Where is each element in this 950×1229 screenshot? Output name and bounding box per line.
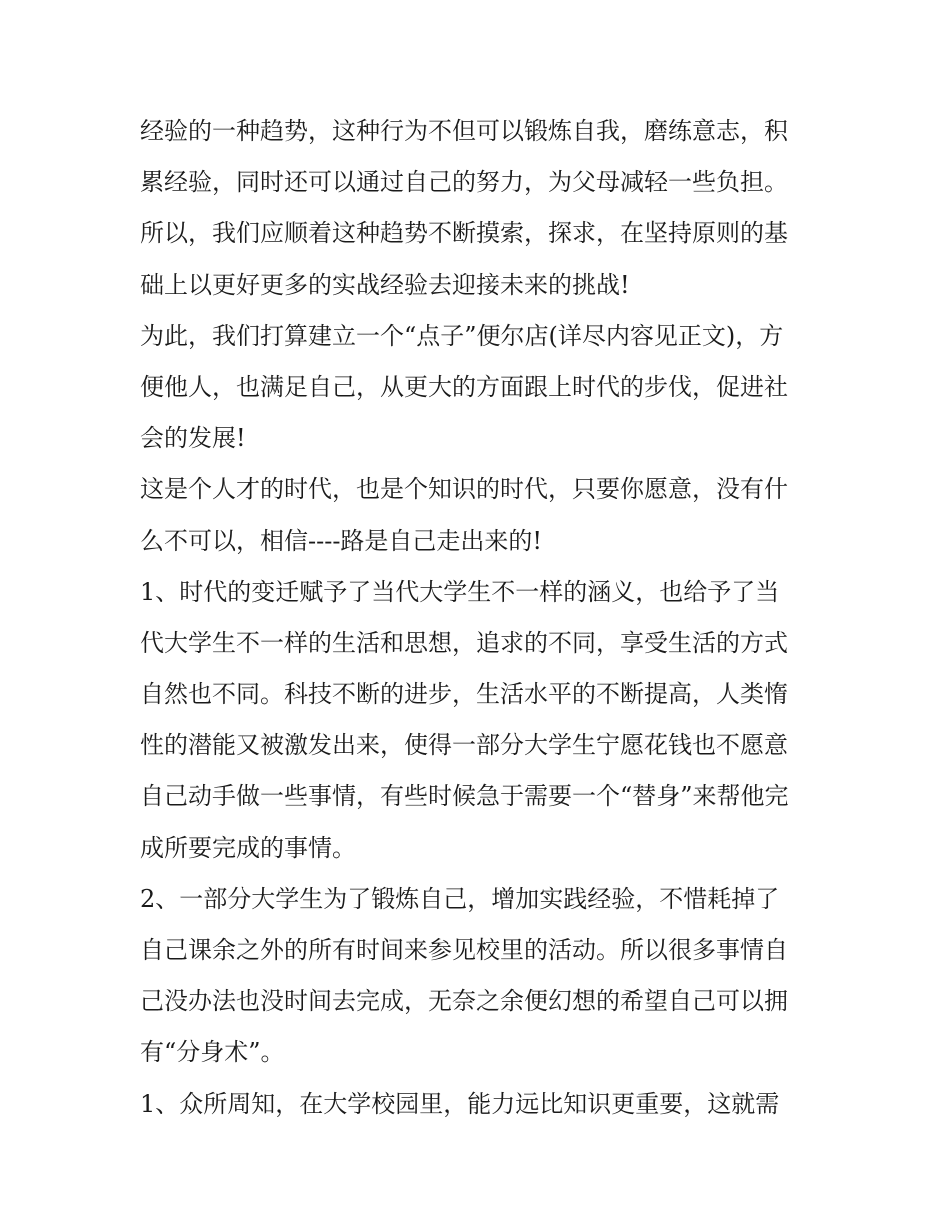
text-line: 代大学生不一样的生活和思想，追求的不同，享受生活的方式 xyxy=(140,628,788,657)
text-line: 这是个人才的时代，也是个知识的时代，只要你愿意，没有什 xyxy=(140,475,788,504)
text-line: 便他人，也满足自己，从更大的方面跟上时代的步伐，促进社 xyxy=(140,372,788,401)
text-line: 会的发展! xyxy=(140,424,246,453)
text-line: 经验的一种趋势，这种行为不但可以锻炼自我，磨练意志，积 xyxy=(140,117,788,145)
text-line: 为此，我们打算建立一个“点子”便尔店(详尽内容见正文)，方 xyxy=(140,321,784,350)
text-line: 2、一部分大学生为了锻炼自己，增加实践经验，不惜耗掉了 xyxy=(140,884,780,913)
text-line: 么不可以，相信----路是自己走出来的! xyxy=(140,526,543,555)
text-line: 有“分身术”。 xyxy=(140,1038,285,1067)
text-line: 自己课余之外的所有时间来参见校里的活动。所以很多事情自 xyxy=(140,936,788,964)
text-line: 1、时代的变迁赋予了当代大学生不一样的涵义，也给予了当 xyxy=(140,577,780,606)
text-line: 自己动手做一些事情，有些时候急于需要一个“替身”来帮他完 xyxy=(140,782,789,811)
text-line: 所以，我们应顺着这种趋势不断摸索，探求，在坚持原则的基 xyxy=(140,219,788,248)
text-line: 成所要完成的事情。 xyxy=(140,833,356,862)
text-line: 己没办法也没时间去完成，无奈之余便幻想的希望自己可以拥 xyxy=(140,987,788,1016)
text-line: 累经验，同时还可以通过自己的努力，为父母减轻一些负担。 xyxy=(140,168,788,197)
text-line: 础上以更好更多的实战经验去迎接未来的挑战! xyxy=(140,270,630,299)
text-line: 性的潜能又被激发出来，使得一部分大学生宁愿花钱也不愿意 xyxy=(140,731,788,760)
text-line: 1、众所周知，在大学校园里，能力远比知识更重要，这就需 xyxy=(140,1089,780,1118)
text-line: 自然也不同。科技不断的进步，生活水平的不断提高，人类惰 xyxy=(140,680,788,709)
body-text xyxy=(140,106,820,1130)
